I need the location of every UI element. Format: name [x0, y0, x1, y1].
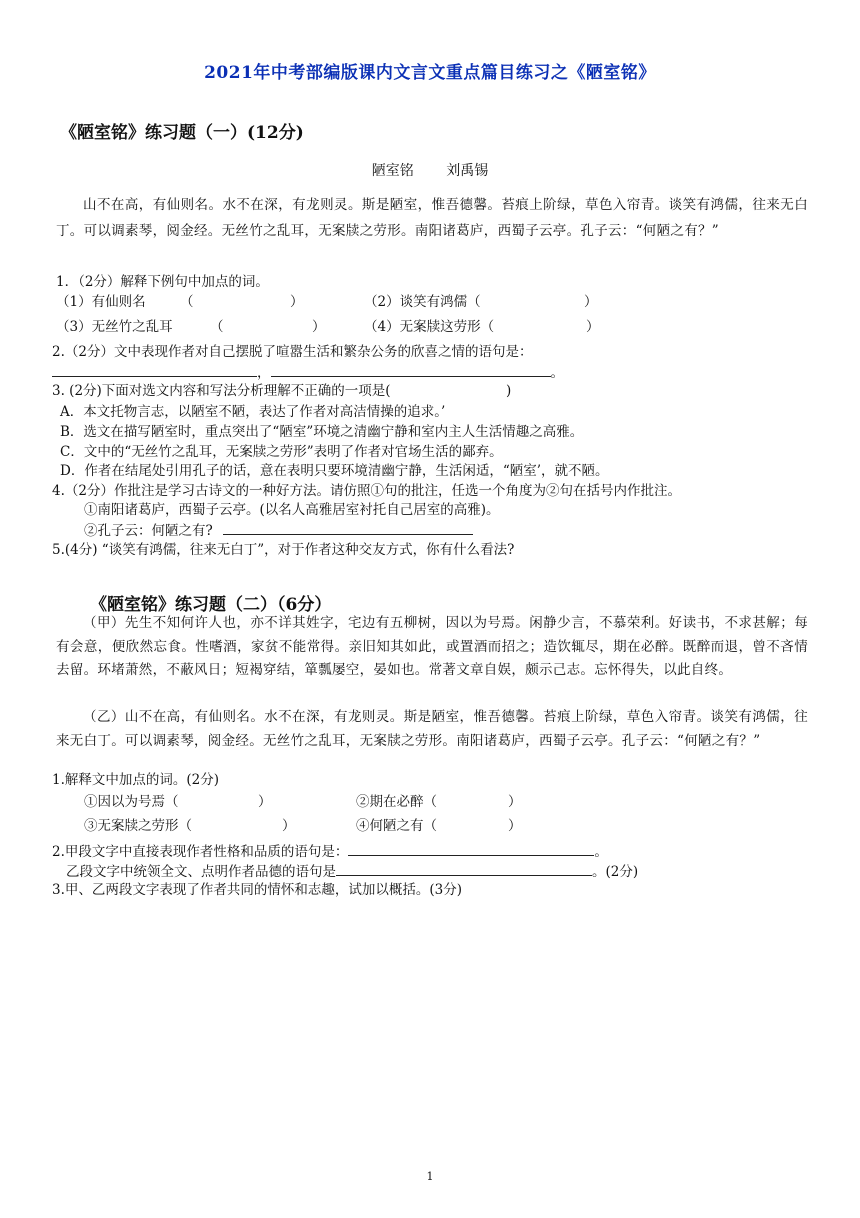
section1-heading: 《陋室铭》练习题（一）(12分) [60, 123, 304, 143]
s1-q2-stem: 2.（2分）文中表现作者对自己摆脱了喧嚣生活和繁杂公务的欣喜之情的语句是： [52, 344, 533, 360]
s1-q1-paren-2-close: ） [584, 294, 598, 310]
s1-q4-example-2: ②孔子云：何陋之有? [84, 520, 473, 541]
s1-q1-paren-3-close: ） [312, 319, 326, 335]
answer-blank[interactable] [223, 520, 473, 535]
s1-q1-item-1: （1）有仙则名 [56, 294, 146, 310]
s2-q3-stem: 3.甲、乙两段文字表现了作者共同的情怀和志趣，试加以概括。(3分) [52, 882, 463, 898]
s2-q1-item-2: ②期在必醉（ [356, 794, 437, 810]
document-title: 2021年中考部编版课内文言文重点篇目练习之《陋室铭》 [204, 63, 656, 83]
s2-q1-close-2: ） [508, 794, 522, 810]
s2-q1-item-4: ④何陋之有（ [356, 818, 437, 834]
answer-blank[interactable] [348, 841, 594, 856]
s2-q1-item-3: ③无案牍之劳形（ [84, 818, 192, 834]
s1-q3-option-c: C．文中的“无丝竹之乱耳，无案牍之劳形”表明了作者对官场生活的鄙弃。 [60, 444, 503, 460]
answer-blank[interactable] [271, 362, 551, 377]
s1-q1-item-2: （2）谈笑有鸿儒（ [364, 294, 481, 310]
s1-q1-paren-1-close: ） [290, 294, 304, 310]
poem-passage: 山不在高，有仙则名。水不在深，有龙则灵。斯是陋室，惟吾德馨。苔痕上阶绿，草色入帘青。谈笑有鸿儒，往来无白丁。可以调素琴，阅金经。无丝竹之乱耳，无案牍之劳形。南阳诸葛庐，西蜀子云亭。孔子云：“何陋之有？” [56, 197, 808, 239]
poem-author: 刘禹锡 [446, 163, 489, 179]
s2-q1-close-4: ） [508, 818, 522, 834]
answer-blank[interactable] [336, 861, 592, 876]
s1-q1-stem: 1．（2分）解释下例句中加点的词。 [56, 274, 269, 290]
poem-title: 陋室铭 [371, 163, 414, 179]
s1-q3-option-a: A．本文托物言志，以陋室不陋，表达了作者对高洁情操的追求。’ [60, 404, 446, 420]
s2-q2-line-2: 乙段文字中统领全文、点明作者品德的语句是 。(2分) [66, 861, 638, 882]
s1-q4-stem: 4.（2分）作批注是学习古诗文的一种好方法。请仿照①句的批注，任选一个角度为②句在括号内作批注。 [52, 483, 681, 499]
passage-jia: （甲）先生不知何许人也，亦不详其姓字，宅边有五柳树，因以为号焉。闲静少言，不慕荣利。好读书，不求甚解；每有会意，便欣然忘食。性嗜酒，家贫不能常得。亲旧知其如此，或置酒而招之；造饮辄尽，期在必醉。既醉而退，曾不吝情去留。环堵萧然，不蔽风日；短褐穿结，箪瓢屡空，晏如也。常著文章自娱，颇示己志。忘怀得失，以此自终。 [56, 615, 808, 678]
s1-q1-paren-4-close: ） [586, 319, 600, 335]
s1-q5-stem: 5.(4分) “谈笑有鸿儒，往来无白丁”，对于作者这种交友方式，你有什么看法? [52, 542, 515, 558]
s1-q4-example-1: ①南阳诸葛庐，西蜀子云亭。(以名人高雅居室衬托自己居室的高雅)。 [84, 502, 500, 518]
page-number: 1 [426, 1170, 434, 1183]
s1-q1-item-3: （3）无丝竹之乱耳 [56, 319, 173, 335]
s2-q2-line-1: 2.甲段文字中直接表现作者性格和品质的语句是： 。 [52, 841, 608, 862]
s2-q1-close-1: ） [258, 794, 272, 810]
s2-q1-stem: 1.解释文中加点的词。(2分) [52, 772, 220, 788]
section2-heading: 《陋室铭》练习题（二）（6分） [90, 595, 332, 615]
s1-q3-stem: 3. (2分)下面对选文内容和写法分析理解不正确的一项是( [52, 383, 391, 399]
poem-header [0, 160, 860, 180]
s1-q1-paren-3-open: （ [210, 319, 224, 335]
s1-q3-close: ) [506, 383, 512, 399]
s1-q3-option-b: B．选文在描写陋室时，重点突出了“陋室”环境之清幽宁静和室内主人生活情趣之高雅。 [60, 424, 584, 440]
answer-blank[interactable] [52, 362, 257, 377]
s1-q3-option-d: D．作者在结尾处引用孔子的话，意在表明只要环境清幽宁静，生活闲适，“陋室’，就不陋。 [60, 463, 609, 479]
s1-q1-item-4: （4）无案牍这劳形（ [364, 319, 495, 335]
s2-q1-close-3: ） [282, 818, 296, 834]
s1-q1-paren-1-open: （ [180, 294, 194, 310]
passage-yi: （乙）山不在高，有仙则名。水不在深，有龙则灵。斯是陋室，惟吾德馨。苔痕上阶绿，草色入帘青。谈笑有鸿儒，往来无白丁。可以调素琴，阅金经。无丝竹之乱耳，无案牍之劳形。南阳诸葛庐，西蜀子云亭。孔子云：“何陋之有？” [56, 709, 808, 749]
s2-q1-item-1: ①因以为号焉（ [84, 794, 179, 810]
s1-q2-answer-line: ， 。 [52, 362, 564, 383]
